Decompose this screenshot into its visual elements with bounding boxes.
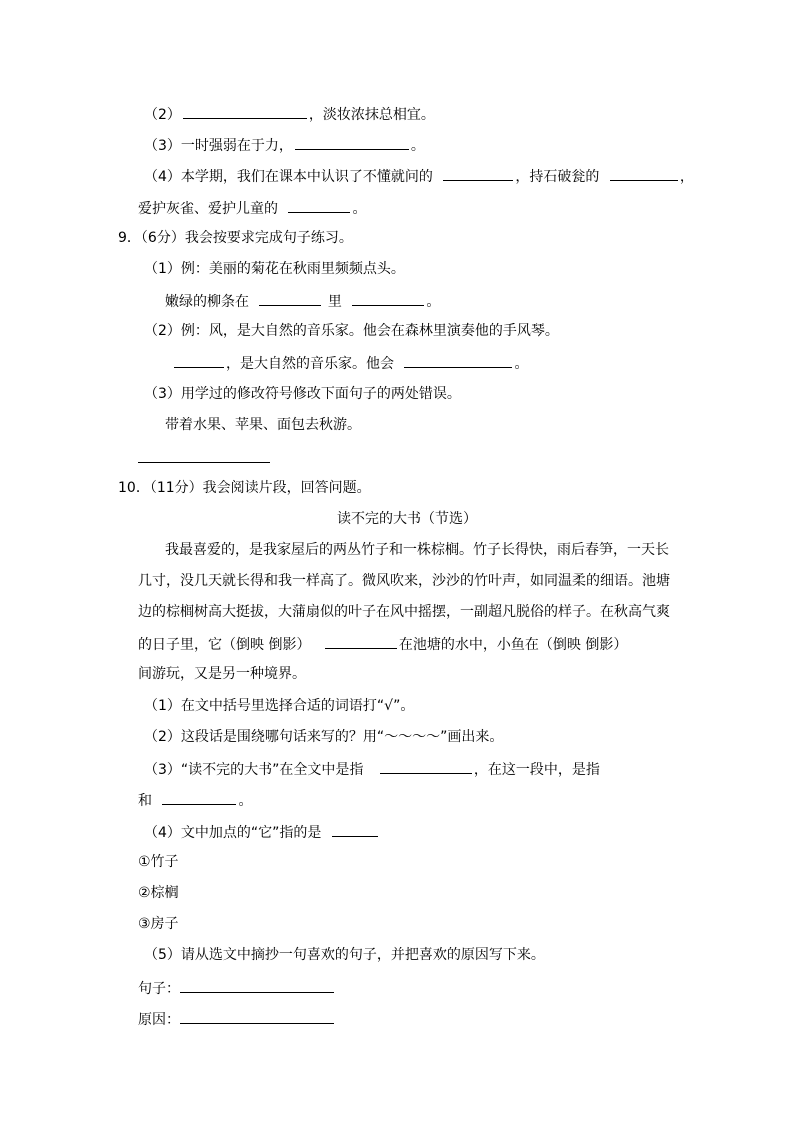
answer-blank[interactable]	[183, 104, 307, 119]
q9-s3-instruction: （3）用学过的修改符号修改下面句子的两处错误。	[144, 386, 461, 402]
q8-item3	[144, 135, 425, 155]
sentence-row	[138, 978, 336, 998]
reason-row	[138, 1009, 336, 1029]
q9-s1-mid: 里	[327, 294, 342, 310]
q10-sub5: （5）请从选文中摘抄一句喜欢的句子，并把喜欢的原因写下来。	[144, 947, 545, 963]
q8-item2	[144, 104, 435, 124]
answer-blank[interactable]	[380, 759, 472, 774]
sentence-answer-line[interactable]	[180, 978, 334, 993]
q9-header: 9．（6分）我会按要求完成句子练习。	[118, 230, 353, 246]
passage-line	[138, 634, 627, 654]
q10-sub3-b: ，在这一段中，是指	[473, 762, 600, 778]
q8-item2-label: （2）	[144, 107, 181, 123]
q10-sub3-a: （3）“读不完的大书”在全文中是指	[144, 762, 364, 778]
sentence-label: 句子：	[138, 981, 180, 997]
q9-s1-example: （1）例：美丽的菊花在秋雨里频频点头。	[144, 261, 405, 277]
q8-item4-label: （4）本学期，我们在课本中认识了不懂就问的	[144, 169, 433, 185]
q8-item3-label: （3）一时强弱在于力，	[144, 138, 293, 154]
q9-s2-example: （2）例：风，是大自然的音乐家。他会在森林里演奏他的手风琴。	[144, 323, 559, 339]
answer-blank[interactable]	[288, 198, 350, 213]
q8-item4-line2-start: 爱护灰雀、爱护儿童的	[138, 201, 278, 217]
q9-s2-end: 。	[514, 356, 529, 372]
q8-item3-end: 。	[410, 138, 425, 154]
passage-line: 间游玩，又是另一种境界。	[138, 666, 306, 682]
q10-sub4-text: （4）文中加点的“它”指的是	[144, 825, 322, 841]
answer-blank[interactable]	[352, 291, 424, 306]
q9-s1-answer	[165, 291, 440, 311]
answer-blank[interactable]	[332, 822, 378, 837]
answer-blank[interactable]	[174, 353, 224, 368]
reason-label: 原因：	[138, 1012, 180, 1028]
option-item[interactable]: ①竹子	[138, 854, 179, 870]
q10-sub4	[144, 822, 380, 842]
answer-line[interactable]	[138, 462, 270, 463]
q9-s1-end: 。	[426, 294, 441, 310]
answer-blank[interactable]	[162, 790, 236, 805]
answer-blank[interactable]	[259, 291, 321, 306]
q10-sub3-line2	[138, 790, 252, 810]
passage-text: 的日子里，它（倒映 倒影）	[138, 637, 311, 653]
q10-sub3	[144, 759, 600, 779]
q10-header: 10．（11分）我会阅读片段，回答问题。	[118, 480, 371, 496]
passage-title: 读不完的大书（节选）	[337, 511, 477, 527]
passage-line: 我最喜爱的，是我家屋后的两丛竹子和一株棕榈。竹子长得快，雨后春笋，一天长	[165, 542, 669, 558]
passage-text: 在池塘的水中，小鱼在（倒映 倒影）	[398, 637, 628, 653]
q8-item4-line2-end: 。	[352, 201, 367, 217]
q8-item2-text: ，淡妆浓抹总相宜。	[308, 107, 435, 123]
q8-item4-end: ，	[679, 169, 694, 185]
option-item[interactable]: ③房子	[138, 916, 179, 932]
answer-blank[interactable]	[295, 135, 409, 150]
option-item[interactable]: ②棕榈	[138, 885, 179, 901]
q10-sub3-line2-start: 和	[138, 793, 152, 809]
q10-sub1: （1）在文中括号里选择合适的词语打“√”。	[144, 698, 415, 714]
q9-s2-mid: ，是大自然的音乐家。他会	[226, 356, 394, 372]
passage-line: 几寸，没几天就长得和我一样高了。微风吹来，沙沙的竹叶声，如同温柔的细语。池塘	[138, 573, 670, 589]
answer-blank[interactable]	[325, 634, 397, 649]
q8-item4	[144, 166, 694, 186]
q10-sub3-line2-end: 。	[238, 793, 253, 809]
q9-s1-start: 嫩绿的柳条在	[165, 294, 249, 310]
answer-blank[interactable]	[610, 166, 678, 181]
answer-blank[interactable]	[404, 353, 512, 368]
passage-line: 边的棕榈树高大挺拔，大蒲扇似的叶子在风中摇摆，一副超凡脱俗的样子。在秋高气爽	[138, 604, 670, 620]
q8-item4-mid: ，持石破瓮的	[515, 169, 600, 185]
q9-s2-answer	[174, 353, 528, 373]
reason-answer-line[interactable]	[180, 1009, 334, 1024]
q8-item4-line2	[138, 198, 366, 218]
answer-blank[interactable]	[443, 166, 513, 181]
q10-sub2: （2）这段话是围绕哪句话来写的？用“～～～～”画出来。	[144, 729, 504, 745]
q9-s3-sentence: 带着水果、苹果、面包去秋游。	[165, 417, 361, 433]
